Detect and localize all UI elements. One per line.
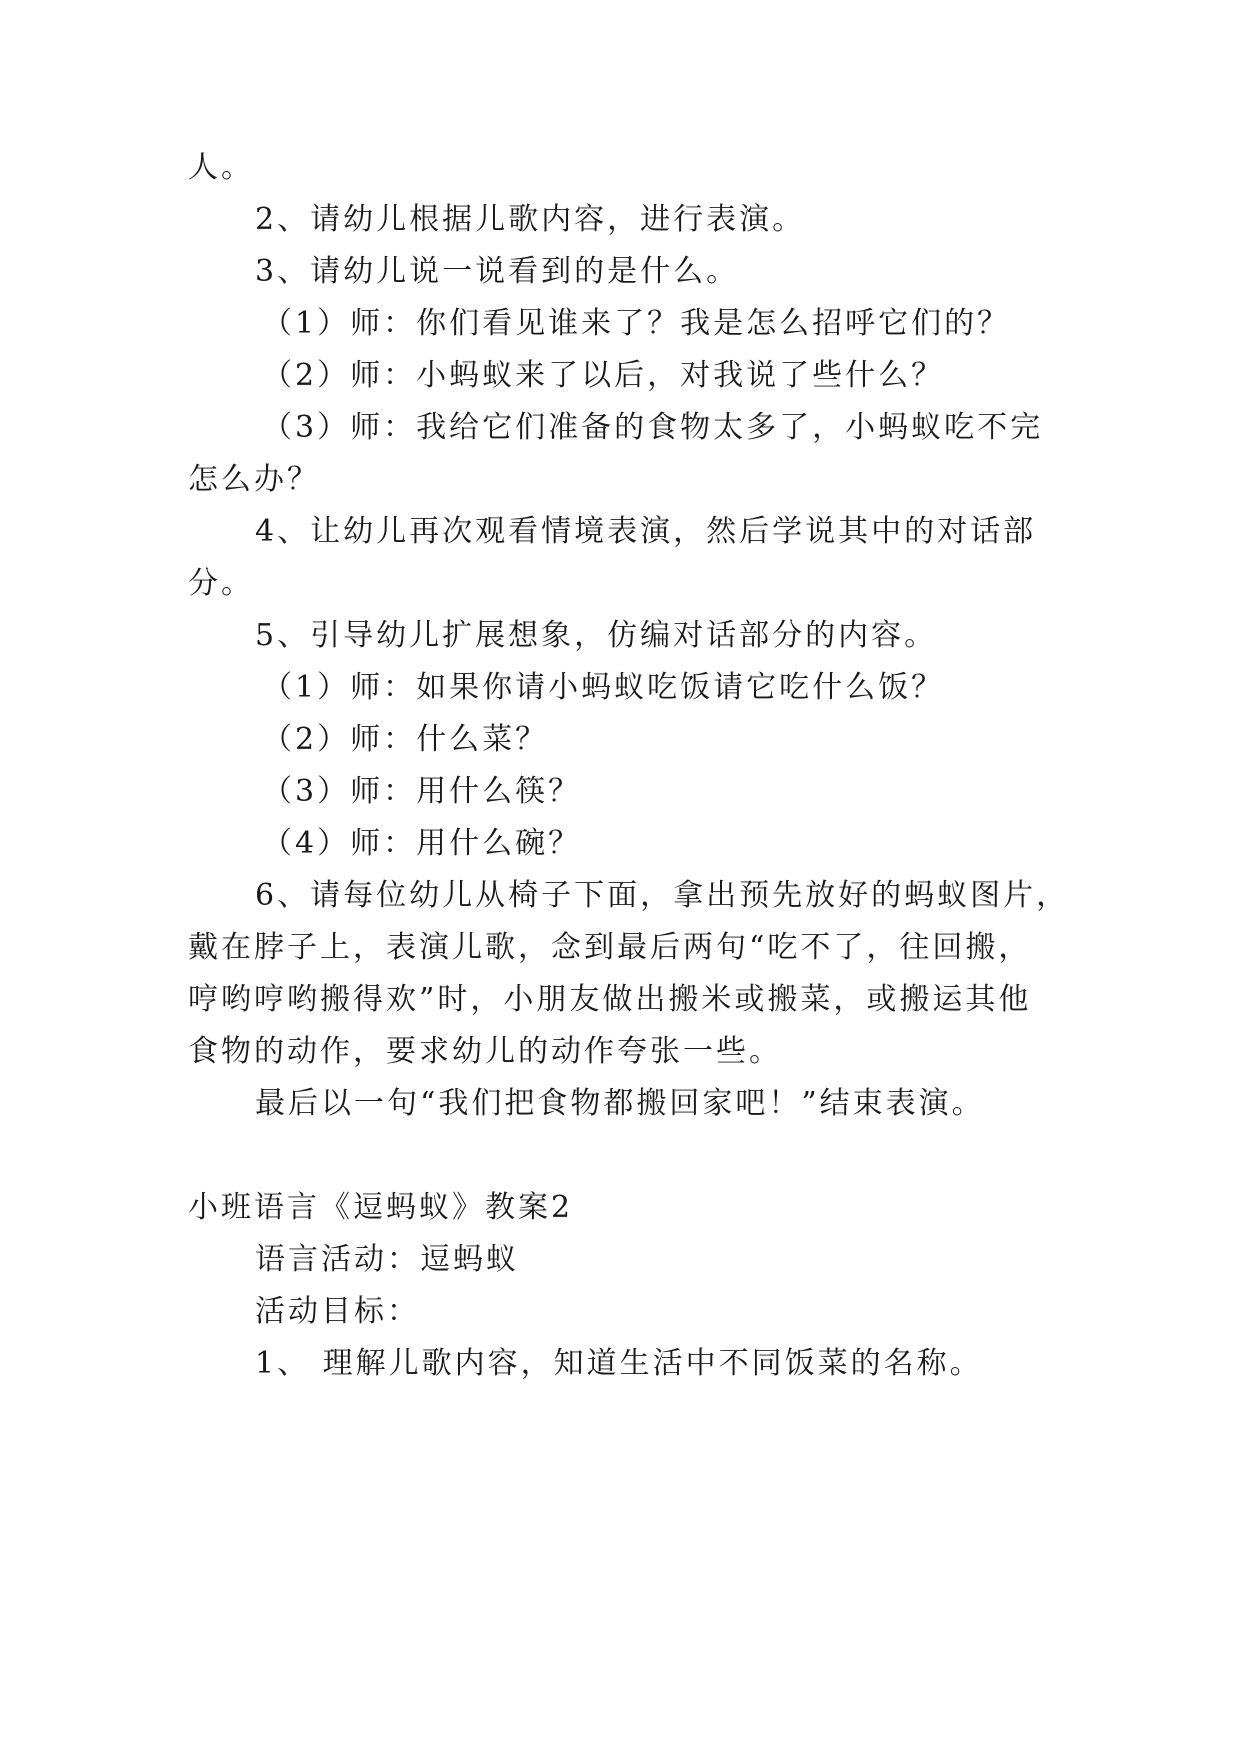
text-line: （1）师：如果你请小蚂蚁吃饭请它吃什么饭？ xyxy=(262,670,945,705)
text-line: 最后以一句“我们把食物都搬回家吧！”结束表演。 xyxy=(255,1086,985,1121)
text-line: 活动目标： xyxy=(255,1294,420,1329)
text-line: 2、请幼儿根据儿歌内容，进行表演。 xyxy=(255,202,806,237)
text-line: （1）师：你们看见谁来了？我是怎么招呼它们的？ xyxy=(262,306,1011,341)
text-line: （2）师：小蚂蚁来了以后，对我说了些什么？ xyxy=(262,358,945,393)
text-line: 怎么办？ xyxy=(188,462,320,497)
text-line: （3）师：我给它们准备的食物太多了，小蚂蚁吃不完 xyxy=(262,410,1044,445)
text-line: 3、请幼儿说一说看到的是什么。 xyxy=(255,254,740,289)
text-line: （2）师：什么菜？ xyxy=(262,722,549,757)
text-line: 戴在脖子上，表演儿歌，念到最后两句“吃不了，往回搬， xyxy=(188,930,1032,965)
text-line: 6、请每位幼儿从椅子下面，拿出预先放好的蚂蚁图片， xyxy=(255,878,1070,913)
text-line: 语言活动：逗蚂蚁 xyxy=(255,1242,519,1277)
text-line: 分。 xyxy=(188,566,254,601)
text-line: 1、 理解儿歌内容，知道生活中不同饭菜的名称。 xyxy=(255,1346,983,1381)
text-line: （4）师：用什么碗？ xyxy=(262,826,582,861)
text-line: 5、引导幼儿扩展想象，仿编对话部分的内容。 xyxy=(255,618,938,653)
text-line: 人。 xyxy=(188,150,254,185)
text-line: 哼哟哼哟搬得欢”时，小朋友做出搬米或搬菜，或搬运其他 xyxy=(188,982,1032,1017)
section-title: 小班语言《逗蚂蚁》教案2 xyxy=(188,1190,574,1225)
text-line: （3）师：用什么筷？ xyxy=(262,774,582,809)
text-line: 4、让幼儿再次观看情境表演，然后学说其中的对话部 xyxy=(255,514,1037,549)
text-line: 食物的动作，要求幼儿的动作夸张一些。 xyxy=(188,1034,782,1069)
